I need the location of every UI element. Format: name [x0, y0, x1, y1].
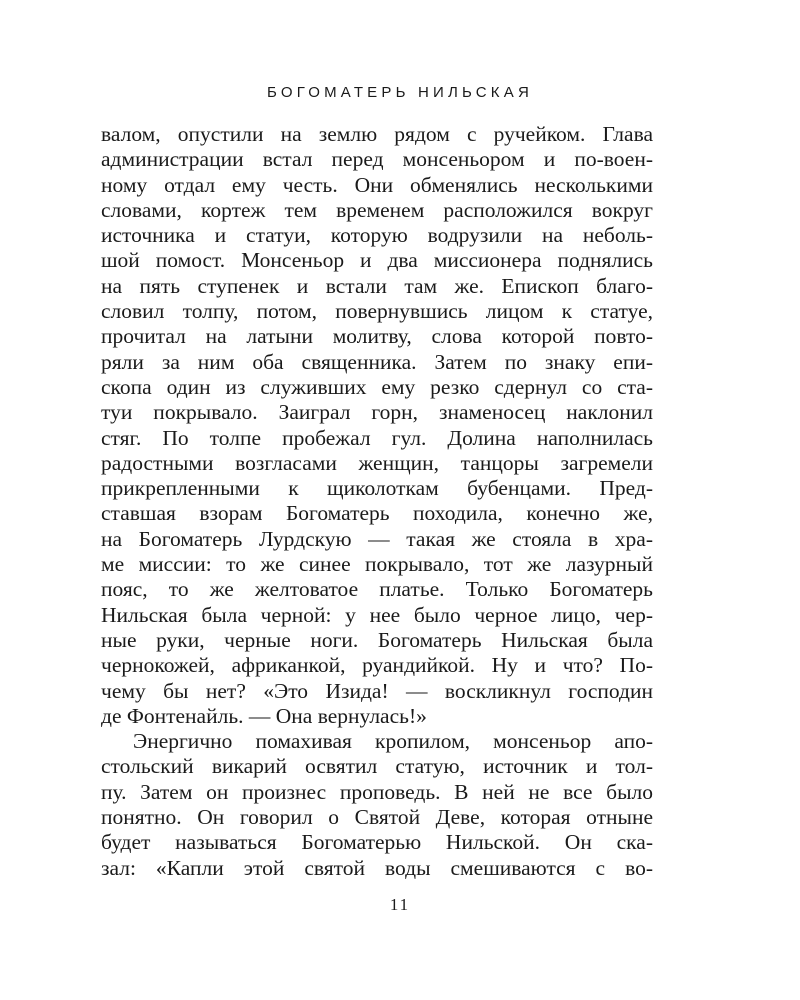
- text-line: валом, опустили на землю рядом с ручейком. Глава: [101, 122, 653, 146]
- text-line: Нильская была черной: у нее было черное лицо, чер-: [101, 602, 653, 627]
- text-line: пу. Затем он произнес проповедь. В ней не все было: [101, 779, 653, 804]
- paragraph-end-line: де Фонтенайль. — Она вернулась!»: [101, 703, 427, 728]
- page-number: 11: [389, 895, 411, 914]
- text-line: ставшая взорам Богоматерь походила, конечно же,: [101, 501, 653, 526]
- text-line: прочитал на латыни молитву, слова которой повто-: [101, 324, 653, 349]
- text-line: словами, кортеж тем временем расположился вокруг: [101, 197, 653, 222]
- text-line: чему бы нет? «Это Изида! — воскликнул господин: [101, 678, 653, 703]
- text-line: на пять ступенек и встали там же. Епископ благо-: [101, 273, 653, 298]
- text-line: будет называться Богоматерью Нильской. Он ска-: [101, 830, 653, 855]
- text-line: ные руки, черные ноги. Богоматерь Нильская была: [101, 627, 653, 652]
- text-line: на Богоматерь Лурдскую — такая же стояла в хра-: [101, 526, 653, 551]
- text-line: прикрепленными к щиколоткам бубенцами. Пред-: [101, 476, 653, 501]
- text-line: ме миссии: то же синее покрывало, тот же лазурный: [101, 552, 653, 577]
- text-line: источника и статуи, которую водрузили на неболь-: [101, 223, 653, 248]
- text-line: чернокожей, африканкой, руандийкой. Ну и что? По-: [101, 653, 653, 678]
- text-line: радостными возгласами женщин, танцоры загремели: [101, 450, 653, 475]
- text-line: шой помост. Монсеньор и два миссионера поднялись: [101, 248, 653, 273]
- text-line: словил толпу, потом, повернувшись лицом к статуе,: [101, 299, 653, 324]
- running-title: БОГОМАТЕРЬ НИЛЬСКАЯ: [267, 84, 533, 101]
- text-line: туи покрывало. Заиграл горн, знаменосец наклонил: [101, 400, 653, 425]
- body-text: [101, 122, 653, 881]
- paragraph-first-line: Энергично помахивая кропилом, монсеньор апо-: [133, 729, 653, 754]
- text-line: понятно. Он говорил о Святой Деве, которая отныне: [101, 805, 653, 830]
- text-line: пояс, то же желтоватое платье. Только Богоматерь: [101, 577, 653, 602]
- text-line: ному отдал ему честь. Они обменялись несколькими: [101, 172, 653, 197]
- text-line: стяг. По толпе пробежал гул. Долина наполнилась: [101, 425, 653, 450]
- text-line: скопа один из служивших ему резко сдернул со ста-: [101, 374, 653, 399]
- text-line: ряли за ним оба священника. Затем по знаку епи-: [101, 349, 653, 374]
- text-line: администрации встал перед монсеньором и по-воен-: [101, 147, 653, 172]
- text-line: стольский викарий освятил статую, источник и тол-: [101, 754, 653, 779]
- text-line: зал: «Капли этой святой воды смешиваются с во-: [101, 855, 653, 880]
